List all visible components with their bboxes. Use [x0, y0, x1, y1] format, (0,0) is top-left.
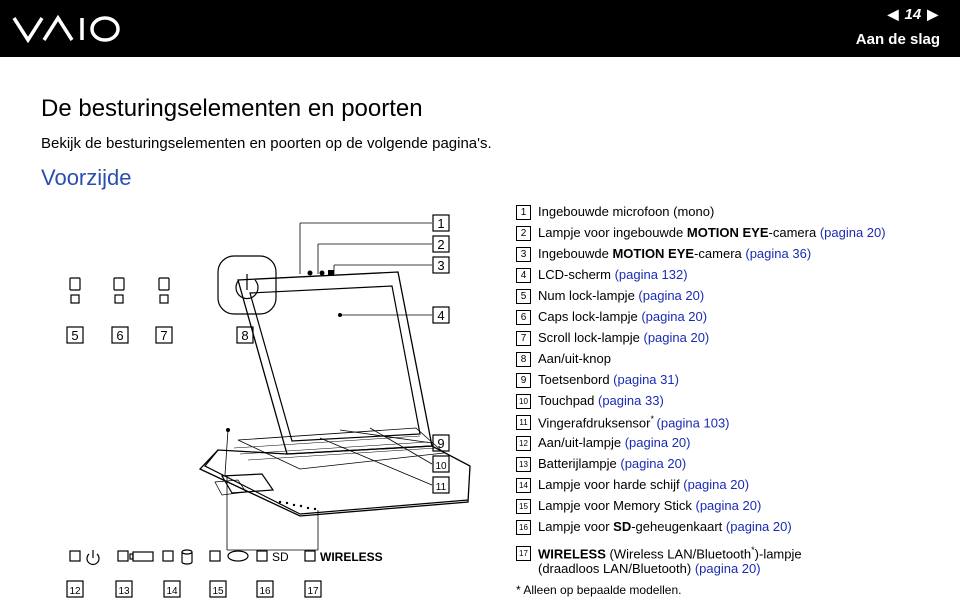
- callout-16: 16: [259, 586, 271, 597]
- legend-text-suffix: )-lampje: [754, 546, 802, 562]
- legend-number: 5: [516, 289, 531, 304]
- page-reference-link[interactable]: (pagina 36): [745, 246, 812, 261]
- legend-text: [538, 225, 886, 240]
- page-reference-link[interactable]: (pagina 132): [614, 267, 688, 282]
- legend-text-bold: WIRELESS: [538, 546, 606, 562]
- vaio-logo: [12, 12, 124, 46]
- legend-text-main: Batterijlampje: [538, 456, 621, 471]
- legend-text: [538, 414, 730, 430]
- legend-item: [516, 456, 686, 472]
- legend-text: [538, 519, 792, 534]
- num-lock-led-icon: [70, 278, 80, 303]
- legend-item: [516, 414, 730, 430]
- legend-number: 12: [516, 436, 531, 451]
- wireless-led-icon: [305, 551, 315, 561]
- legend-text: [538, 204, 714, 219]
- callout-4: 4: [437, 308, 445, 323]
- legend-text-main: Scroll lock-lampje: [538, 330, 644, 345]
- legend-item: [516, 545, 802, 576]
- callout-1: 1: [437, 216, 445, 231]
- legend-text: [538, 435, 691, 450]
- legend-text: [538, 477, 749, 492]
- callout-15: 15: [212, 586, 224, 597]
- legend-text-main: Lampje voor Memory Stick: [538, 498, 696, 513]
- callout-17: 17: [307, 586, 319, 597]
- legend-text-main: Lampje voor harde schijf: [538, 477, 684, 492]
- page-reference-link[interactable]: (pagina 20): [695, 498, 762, 513]
- callout-9: 9: [437, 436, 445, 451]
- legend-number: 9: [516, 373, 531, 388]
- page-title: De besturingselementen en poorten: [41, 95, 423, 122]
- page-reference-link[interactable]: (pagina 20): [694, 561, 761, 577]
- legend-text-suffix: *: [650, 414, 657, 424]
- legend-text: [538, 456, 686, 471]
- legend-number: 4: [516, 268, 531, 283]
- legend-text-main: (Wireless LAN/Bluetooth: [605, 546, 752, 562]
- legend-text-main: Aan/uit-lampje: [538, 435, 625, 450]
- legend-item: [516, 246, 811, 262]
- wireless-label: WIRELESS: [320, 550, 383, 564]
- legend-item: [516, 435, 691, 451]
- page-navigation: [888, 6, 938, 23]
- legend-text-main: LCD-scherm: [538, 267, 615, 282]
- sd-card-led-icon: [257, 551, 267, 561]
- scroll-lock-led-icon: [159, 278, 169, 303]
- legend-text-suffix: -camera: [768, 225, 820, 240]
- callout-6: 6: [116, 328, 124, 343]
- legend-number: 3: [516, 247, 531, 262]
- legend-item: [516, 225, 886, 241]
- hard-disk-led-icon: [163, 550, 192, 564]
- legend-item: [516, 267, 688, 283]
- legend-number: 17: [516, 546, 531, 561]
- legend-text: [538, 309, 707, 324]
- legend-text-main: Caps lock-lampje: [538, 309, 642, 324]
- section-title: Aan de slag: [855, 31, 940, 48]
- page-reference-link[interactable]: (pagina 20): [683, 477, 750, 492]
- legend-number: 8: [516, 352, 531, 367]
- page-reference-link[interactable]: (pagina 20): [643, 330, 710, 345]
- legend-number: 10: [516, 394, 531, 409]
- power-led-icon: [70, 550, 99, 564]
- callout-5: 5: [71, 328, 79, 343]
- page-reference-link[interactable]: (pagina 31): [613, 372, 679, 387]
- legend-number: 16: [516, 520, 531, 535]
- legend-item: [516, 309, 707, 325]
- callout-14: 14: [166, 586, 178, 597]
- legend-number: 13: [516, 457, 531, 472]
- page-reference-link[interactable]: (pagina 20): [638, 288, 705, 303]
- legend-text-main: Ingebouwde: [538, 246, 613, 261]
- header-bar: [0, 0, 960, 57]
- footnote-marker: *: [751, 545, 755, 555]
- legend-text-suffix: -geheugenkaart: [631, 519, 726, 534]
- legend-text: [538, 372, 679, 387]
- intro-text: Bekijk de besturingselementen en poorten op de volgende pagina's.: [41, 135, 492, 152]
- legend-item: [516, 204, 714, 220]
- legend-number: 7: [516, 331, 531, 346]
- legend-text: [538, 351, 611, 366]
- legend-item: [516, 330, 709, 346]
- page-number: 14: [904, 6, 922, 23]
- legend-number: 1: [516, 205, 531, 220]
- legend-text: [538, 288, 704, 303]
- power-button-icon: [218, 256, 276, 314]
- legend-text-main: Toetsenbord: [538, 372, 614, 387]
- memory-stick-led-icon: [210, 551, 248, 561]
- legend-number: 11: [516, 415, 531, 430]
- legend-number: 6: [516, 310, 531, 325]
- callout-12: 12: [69, 586, 81, 597]
- legend-number: 15: [516, 499, 531, 514]
- legend-text-bold: MOTION EYE: [612, 246, 695, 261]
- caps-lock-led-icon: [114, 278, 124, 303]
- page-reference-link[interactable]: (pagina 103): [656, 415, 730, 431]
- page-reference-link[interactable]: (pagina 20): [620, 456, 687, 471]
- footnote: * Alleen op bepaalde modellen.: [516, 583, 682, 597]
- legend-text-suffix: -camera: [694, 246, 746, 261]
- legend-text-main: Lampje voor ingebouwde: [538, 225, 687, 240]
- legend-number: 14: [516, 478, 531, 493]
- previous-page-arrow-icon[interactable]: ◀: [887, 6, 899, 22]
- legend-item: [516, 288, 704, 304]
- callout-3: 3: [437, 258, 445, 273]
- page-reference-link[interactable]: (pagina 20): [641, 309, 708, 324]
- legend-text-main: Num lock-lampje: [538, 288, 639, 303]
- page-reference-link[interactable]: (pagina 33): [598, 393, 664, 408]
- laptop-illustration: [0, 190, 500, 614]
- callout-11: 11: [435, 482, 447, 493]
- legend-text-main: Aan/uit-knop: [538, 351, 611, 366]
- legend-text-main: Lampje voor: [538, 519, 614, 534]
- legend-item: [516, 519, 792, 535]
- battery-led-icon: [118, 551, 153, 561]
- section-subtitle: Voorzijde: [41, 165, 132, 190]
- legend-text-main: Touchpad: [538, 393, 598, 408]
- legend-item: [516, 351, 611, 367]
- legend-text-bold: SD: [613, 519, 632, 534]
- legend-text: [538, 498, 761, 513]
- legend-item: [516, 477, 749, 493]
- callout-13: 13: [118, 586, 130, 597]
- legend-text-bold: MOTION EYE: [686, 225, 769, 240]
- legend-number: 2: [516, 226, 531, 241]
- legend-item: [516, 393, 664, 409]
- legend-text: [538, 267, 688, 282]
- callout-10: 10: [435, 461, 447, 472]
- legend-text-main: Vingerafdruksensor: [538, 415, 651, 431]
- callout-7: 7: [160, 328, 168, 343]
- legend-item: [516, 372, 679, 388]
- page-reference-link[interactable]: (pagina 20): [819, 225, 886, 240]
- callout-8: 8: [241, 328, 249, 343]
- page-reference-link[interactable]: (pagina 20): [624, 435, 691, 450]
- legend-item: [516, 498, 761, 514]
- legend-text: [538, 393, 664, 408]
- legend-text-main: Ingebouwde microfoon (mono): [538, 204, 715, 219]
- legend-text: [538, 246, 811, 261]
- sd-label: SD: [272, 550, 289, 564]
- page-reference-link[interactable]: (pagina 20): [725, 519, 792, 534]
- legend-text: [538, 545, 802, 576]
- next-page-arrow-icon[interactable]: ▶: [927, 6, 938, 22]
- legend-text-line2: (draadloos LAN/Bluetooth): [538, 561, 695, 577]
- legend-text: [538, 330, 709, 345]
- callout-2: 2: [437, 237, 445, 252]
